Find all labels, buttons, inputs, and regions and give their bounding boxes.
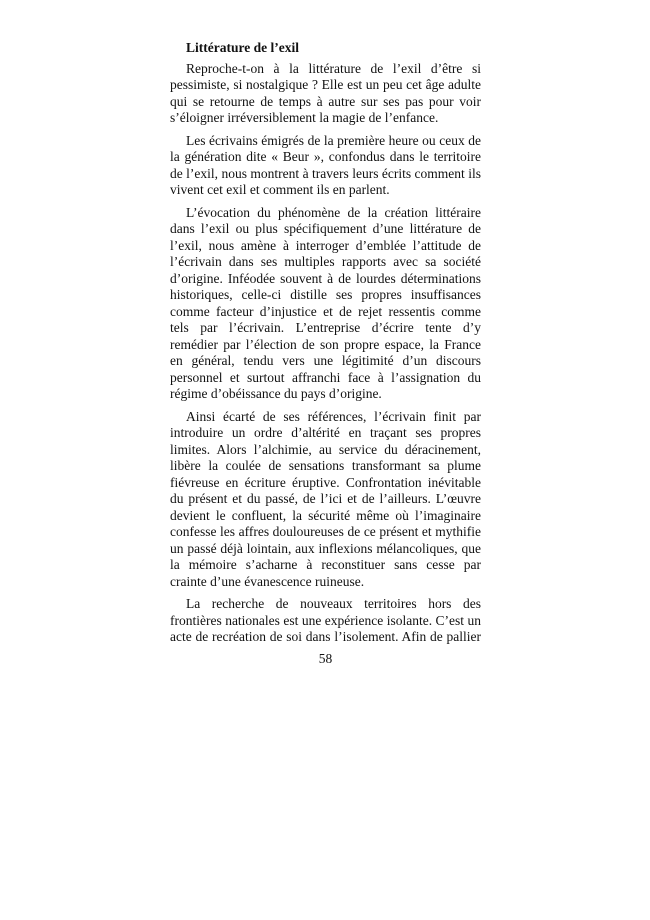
paragraph-2: Les écrivains émigrés de la première heure ou ceux de la génération dite « Beur », confondus dans le territoire de l’exil, nous montrent à travers leurs écrits comment ils vivent cet exil et comment ils en parlent. [170,132,481,197]
page-body [170,40,481,666]
paragraph-1: Reproche-t-on à la littérature de l’exil d’être si pessimiste, si nostalgique ? Elle est un peu cet âge adulte qui se retourne de temps à autre sur ses pas pour voir s’éloigner irréversiblement la magie de l’enfance. [170,60,481,125]
paragraph-5: La recherche de nouveaux territoires hors des frontières nationales est une expérience isolante. C’est un acte de recréation de soi dans l’isolement. Afin de pallier [170,596,481,644]
page-number: 58 [318,651,333,666]
paragraph-4: Ainsi écarté de ses références, l’écrivain finit par introduire un ordre d’altérité en traçant ses propres limites. Alors l’alchimie, au service du déracinement, libère la coulée de sensations transformant sa plume fiévreuse en écriture éruptive. Confrontation inévitable du présent et du passé, de l’ici et de l’ailleurs. L’œuvre devient le confluent, la sécurité même où l’imaginaire confesse les affres douloureuses de ce présent et mythifie un passé déjà lointain, aux inflexions mélancoliques, que la mémoire s’acharne à reconstituer sans cesse par crainte d’une évanescence ruineuse. [170,408,481,589]
section-title: Littérature de l’exil [186,40,299,55]
paragraph-3: L’évocation du phénomène de la création littéraire dans l’exil ou plus spécifiquement d’une littérature de l’exil, nous amène à interroger d’emblée l’attitude de l’écrivain dans ses multiples rapports avec sa société d’origine. Inféodée souvent à de lourdes déterminations historiques, celle-ci distille ses propres insuffisances comme facteur d’injustice et de rejet ressentis comme tels par l’écrivain. L’entreprise d’écrire tente d’y remédier par l’élection de son propre espace, la France en général, tendu vers une légitimité d’un discours personnel et surtout affranchi face à l’assignation du régime d’obéissance du pays d’origine. [170,204,481,401]
